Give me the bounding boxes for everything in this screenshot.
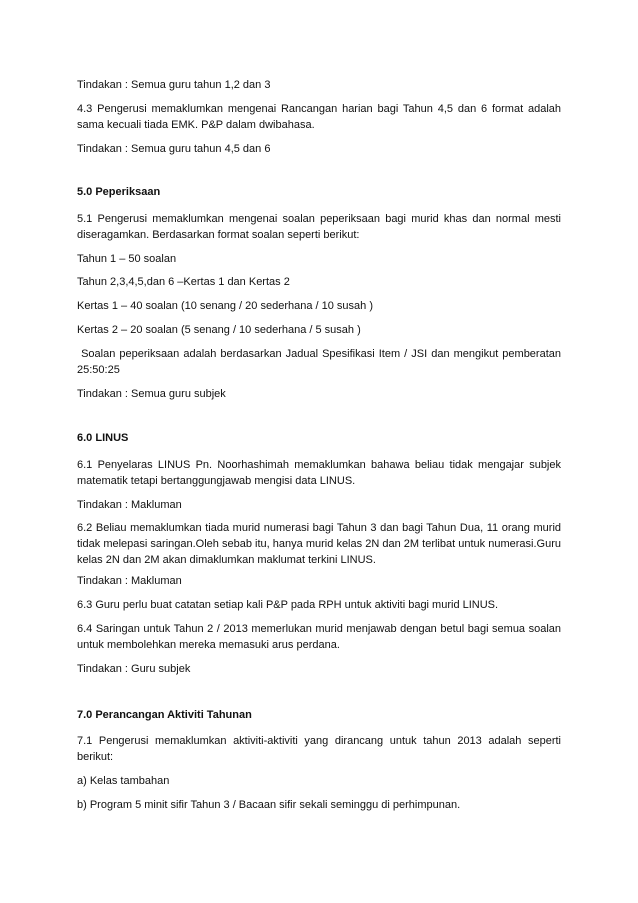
paragraph-5-1: 5.1 Pengerusi memaklumkan mengenai soalan peperiksaan bagi murid khas dan normal mesti diseragamkan. Berdasarkan format soalan seperti berikut: [77,213,561,241]
paragraph-4-3: 4.3 Pengerusi memaklumkan mengenai Rancangan harian bagi Tahun 4,5 dan 6 format adalah sama kecuali tiada EMK. P&P dalam dwibahasa. [77,103,561,131]
action-note: Tindakan : Guru subjek [77,663,191,675]
action-note: Tindakan : Semua guru tahun 1,2 dan 3 [77,79,271,91]
action-note: Tindakan : Makluman [77,575,182,587]
action-note: Tindakan : Semua guru subjek [77,388,226,400]
list-line: Tahun 1 – 50 soalan [77,253,177,265]
list-item: a) Kelas tambahan [77,775,170,787]
list-line: Tahun 2,3,4,5,dan 6 –Kertas 1 dan Kertas 2 [77,276,290,288]
paragraph-soalan: Soalan peperiksaan adalah berdasarkan Jadual Spesifikasi Item / JSI dan mengikut pemberatan 25:50:25 [77,348,565,376]
list-line: Kertas 1 – 40 soalan (10 senang / 20 sederhana / 10 susah ) [77,300,373,312]
section-heading-7: 7.0 Perancangan Aktiviti Tahunan [77,709,252,721]
list-line: Kertas 2 – 20 soalan (5 senang / 10 sederhana / 5 susah ) [77,324,361,336]
action-note: Tindakan : Semua guru tahun 4,5 dan 6 [77,143,271,155]
section-heading-6: 6.0 LINUS [77,432,129,444]
action-note: Tindakan : Makluman [77,499,182,511]
section-heading-5: 5.0 Peperiksaan [77,186,161,198]
paragraph-6-4: 6.4 Saringan untuk Tahun 2 / 2013 memerlukan murid menjawab dengan betul bagi semua soalan untuk membolehkan mereka memasuki arus perdana. [77,623,561,651]
paragraph-6-2: 6.2 Beliau memaklumkan tiada murid numerasi bagi Tahun 3 dan bagi Tahun Dua, 11 orang murid tidak melepasi saringan.Oleh sebab itu, hanya murid kelas 2N dan 2M terlibat untuk numerasi.Guru kelas 2N dan 2M akan dimaklumkan maklumat terkini LINUS. [77,522,561,566]
paragraph-7-1: 7.1 Pengerusi memaklumkan aktiviti-aktiviti yang dirancang untuk tahun 2013 adalah seperti berikut: [77,735,561,763]
paragraph-6-3: 6.3 Guru perlu buat catatan setiap kali P&P pada RPH untuk aktiviti bagi murid LINUS. [77,599,499,611]
list-item: b) Program 5 minit sifir Tahun 3 / Bacaan sifir sekali seminggu di perhimpunan. [77,799,461,811]
paragraph-6-1: 6.1 Penyelaras LINUS Pn. Noorhashimah memaklumkan bahawa beliau tidak mengajar subjek matematik tetapi bertanggungjawab mengisi data LINUS. [77,459,561,487]
